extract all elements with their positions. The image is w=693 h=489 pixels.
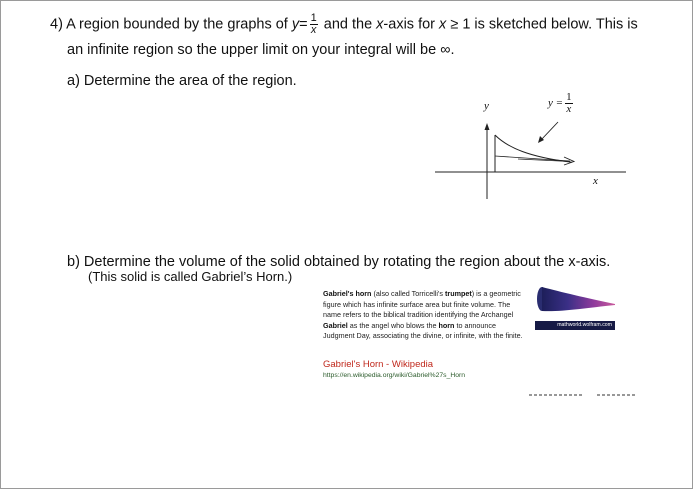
snippet-text-4: to announce Judgment Day, associating the divine, or infinite, with the finite.: [323, 320, 523, 341]
intro-end: is sketched below. This is: [474, 16, 638, 33]
snippet-term: Gabriel's horn: [323, 289, 372, 298]
part-b-note: (This solid is called Gabriel’s Horn.): [88, 269, 293, 284]
truncated-footer-links: [529, 393, 639, 397]
region-top-edge: [495, 156, 570, 161]
cond-var: x: [439, 16, 447, 33]
image-source-tag[interactable]: mathworld.wolfram.com: [535, 321, 615, 330]
curve-label-den: x: [566, 103, 572, 115]
snippet-text-1: (also called Torricelli's: [371, 289, 445, 298]
snippet-text-3: as the angel who blows the: [347, 320, 439, 330]
cond-value: 1: [462, 16, 471, 33]
axis-word: -axis for: [383, 16, 435, 33]
problem-statement-line-2: [67, 42, 455, 58]
result-url[interactable]: https://en.wikipedia.org/wiki/Gabriel%27s_Horn: [323, 372, 466, 379]
problem-intro: A region bounded by the graphs of: [66, 16, 288, 33]
part-b: b) Determine the volume of the solid obtained by rotating the region about the x-axis.: [67, 254, 611, 270]
infinity-symbol: ∞.: [440, 42, 455, 58]
snippet-text: [323, 289, 523, 342]
horn-body: [542, 287, 615, 311]
cond-relation: ≥: [450, 16, 459, 33]
problem-statement-line-1: [50, 13, 638, 36]
fn-eq: =: [299, 16, 308, 33]
region-sketch: [430, 110, 630, 200]
y-axis-arrowhead: [485, 123, 490, 130]
fn-numerator: 1: [310, 12, 317, 24]
intro-after-fn: and the: [323, 16, 373, 33]
snippet-term-2: trumpet: [445, 289, 472, 298]
line2-text: an infinite region so the upper limit on your integral will be: [67, 42, 437, 58]
curve-label-lhs: y =: [548, 97, 564, 110]
fn-fraction: [310, 13, 318, 36]
graph-y-label: y: [484, 100, 489, 112]
axis-var: x: [376, 16, 384, 33]
snippet-text-2: ) is a geometric figure which has infinite surface area but finite volume. The name refers to the biblical tradition identifying the Archangel: [323, 289, 521, 320]
snippet-term-4: horn: [438, 320, 455, 330]
graph-x-label: x: [593, 175, 598, 187]
label-pointer-line: [541, 122, 558, 140]
fn-denominator: x: [310, 24, 317, 36]
curve-label-num: 1: [566, 91, 572, 103]
part-a: a) Determine the area of the region.: [67, 73, 297, 89]
search-snippet-card: [316, 281, 686, 391]
problem-number: 4): [50, 16, 63, 33]
fn-lhs: y: [291, 16, 300, 33]
gabriels-horn-image[interactable]: [536, 284, 616, 326]
result-title-link[interactable]: Gabriel's Horn - Wikipedia: [323, 359, 434, 370]
snippet-term-3: Gabriel: [323, 320, 348, 330]
label-pointer-head: [538, 136, 544, 143]
